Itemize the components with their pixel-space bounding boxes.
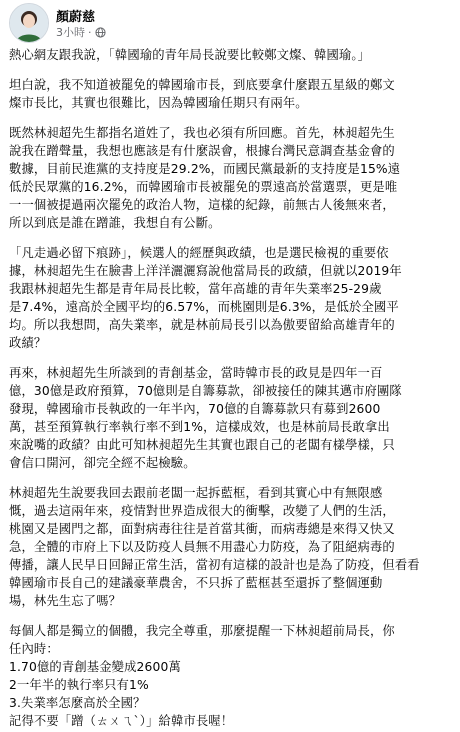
- paragraph-line: 據，林昶超先生在臉書上洋洋灑灑寫說他當局長的政績，但就以2019年: [9, 264, 402, 278]
- paragraph-line: 數據，目前民進黨的支持度是29.2%，而國民黨最新的支持度是15%遠: [9, 162, 401, 176]
- post-paragraph: [9, 622, 453, 730]
- paragraph-line: 既然林昶超先生都指名道姓了，我也必須有所回應。首先，林昶超先生: [9, 126, 395, 140]
- paragraph-line: 政績？: [9, 336, 47, 350]
- paragraph-line: 桃園又是國門之都，面對病毒往往是首當其衝，而病毒總是來得又快又: [9, 522, 395, 536]
- author-name[interactable]: 顏蔚慈: [56, 10, 96, 25]
- globe-icon: [95, 27, 106, 38]
- post-time[interactable]: 3小時: [56, 26, 85, 39]
- paragraph-line: 任內時：: [9, 642, 59, 656]
- paragraph-line: 發現，韓國瑜市長執政的一年半內，70億的自籌募款只有募到2600: [9, 402, 381, 416]
- paragraph-line: 說我在蹭聲量，我想也應該是有什麼誤會，根據台灣民意調查基金會的: [9, 144, 395, 158]
- paragraph-line: 急，全體的市府上下以及防疫人員無不用盡心力防疫，為了阻絕病毒的: [9, 540, 395, 554]
- post-paragraph: [9, 76, 453, 112]
- post-meta: [56, 24, 106, 40]
- paragraph-line: 來說嘴的政績？由此可知林昶超先生其實也跟自己的老闆有樣學樣，只: [9, 438, 395, 452]
- paragraph-line: 熱心網友跟我說，「韓國瑜的青年局長說要比較鄭文燦、韓國瑜。」: [9, 48, 371, 62]
- paragraph-line: 韓國瑜市長自己的建議豪華農舍，不只拆了藍框甚至還拆了整個運動: [9, 576, 383, 590]
- post-header: [0, 0, 460, 44]
- paragraph-line: 所以到底是誰在蹭誰，我想自有公斷。: [9, 216, 221, 230]
- paragraph-line: 再來，林昶超先生所談到的青創基金，當時韓市長的政見是四年一百: [9, 366, 383, 380]
- post-paragraph: [9, 484, 453, 610]
- paragraph-line: 會信口開河，卻完全經不起檢驗。: [9, 456, 196, 470]
- paragraph-line: 燦市長比，其實也很難比，因為韓國瑜任期只有兩年。: [9, 96, 308, 110]
- paragraph-line: 一一個被提過兩次罷免的政治人物，這樣的紀錄，前無古人後無來者，: [9, 198, 395, 212]
- author-avatar[interactable]: [9, 3, 49, 43]
- paragraph-line: 傳播，讓人民早日回歸正常生活，當初有這樣的設計也是為了防疫，但看看: [9, 558, 420, 572]
- paragraph-line: 「凡走過必留下痕跡」，候選人的經歷與政績，也是選民檢視的重要依: [9, 246, 389, 260]
- post-text: [9, 46, 453, 732]
- paragraph-line: 每個人都是獨立的個體，我完全尊重，那麼提醒一下林昶超前局長，你: [9, 624, 395, 638]
- avatar-portrait-icon: [10, 4, 48, 42]
- paragraph-line: 慨，過去這兩年來，疫情對世界造成很大的衝擊，改變了人們的生活，: [9, 504, 395, 518]
- paragraph-line: 均。所以我想問，高失業率，就是林前局長引以為傲要留給高雄青年的: [9, 318, 395, 332]
- paragraph-line: 萬，甚至預算執行率執行率不到1%，這樣成效，也是林前局長敢拿出: [9, 420, 390, 434]
- separator-dot: ·: [88, 25, 92, 39]
- paragraph-line: 2一年半的執行率只有1%: [9, 678, 149, 692]
- paragraph-line: 1.70億的青創基金變成2600萬: [9, 660, 181, 674]
- paragraph-line: 是7.4%，遠高於全國平均的6.57%，而桃園則是6.3%，是低於全國平: [9, 300, 399, 314]
- paragraph-line: 記得不要「蹭（ㄊㄨㄟˋ）」給韓市長喔！: [9, 714, 234, 728]
- post-paragraph: [9, 46, 453, 64]
- post-paragraph: [9, 124, 453, 232]
- paragraph-line: 林昶超先生說要我回去跟前老闆一起拆藍框，看到其實心中有無限感: [9, 486, 383, 500]
- paragraph-line: 坦白說，我不知道被罷免的韓國瑜市長，到底要拿什麼跟五星級的鄭文: [9, 78, 395, 92]
- post-paragraph: [9, 364, 453, 472]
- paragraph-line: 我跟林昶超先生都是青年局長比較，當年高雄的青年失業率25-29歲: [9, 282, 382, 296]
- paragraph-line: 3.失業率怎麼高於全國？: [9, 696, 146, 710]
- paragraph-line: 億，30億是政府預算，70億則是自籌募款，卻被接任的陳其邁市府團隊: [9, 384, 402, 398]
- post-paragraph: [9, 244, 453, 352]
- paragraph-line: 場，林先生忘了嗎？: [9, 594, 122, 608]
- paragraph-line: 低於民眾黨的16.2%，而韓國瑜市長被罷免的票遠高於當選票，更是唯: [9, 180, 398, 194]
